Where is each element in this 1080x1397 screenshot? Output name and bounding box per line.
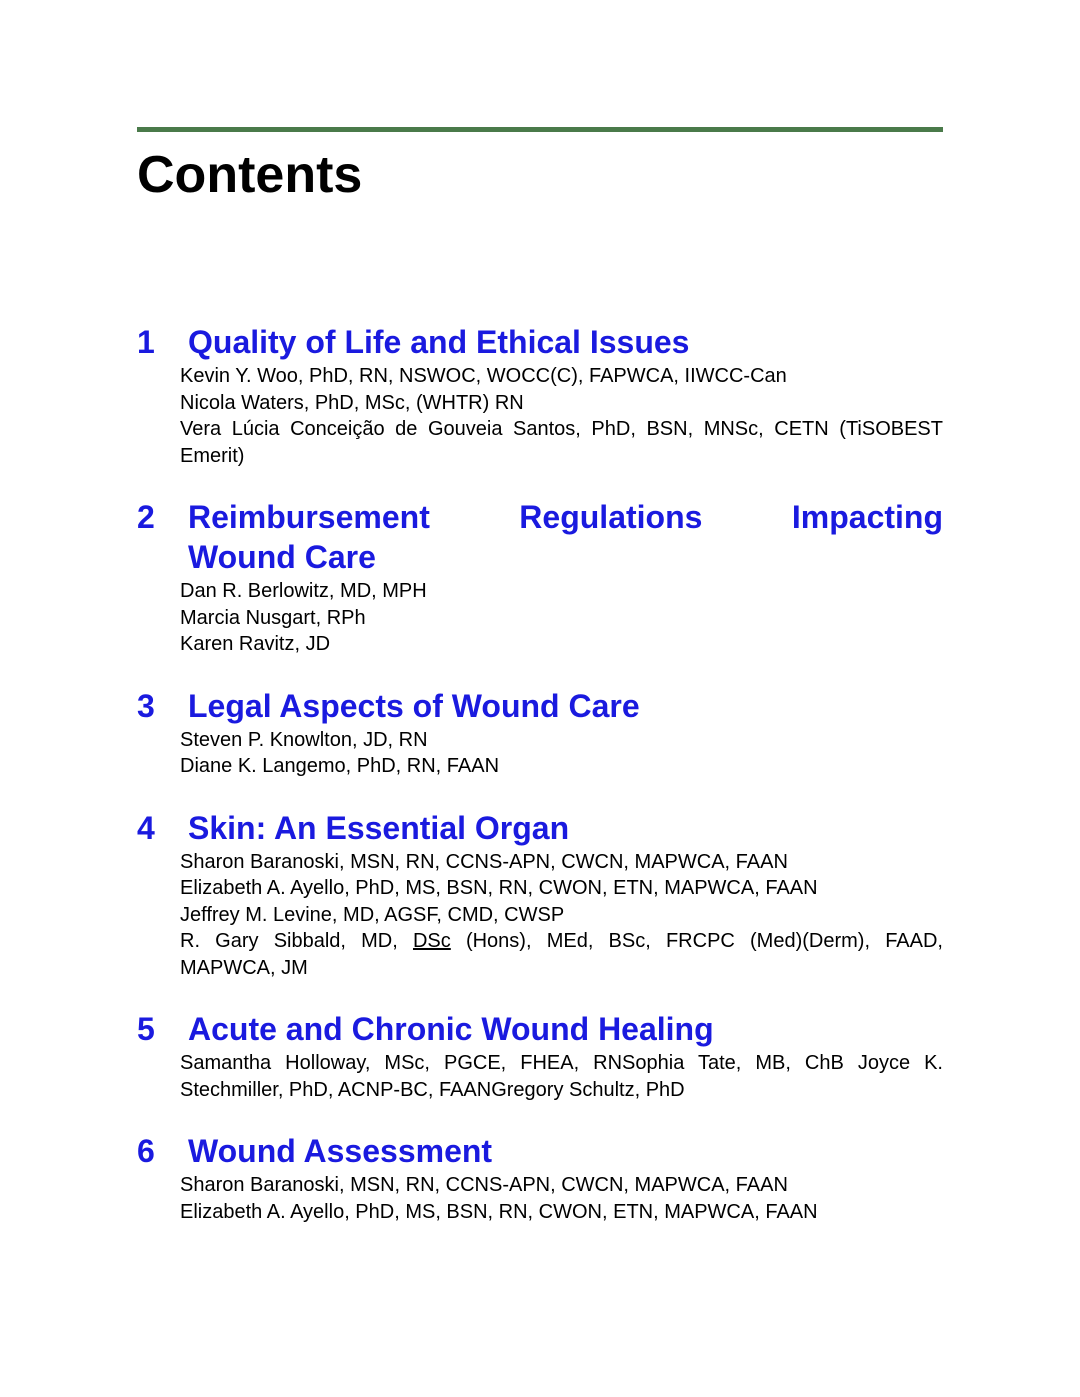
author-line <box>180 928 943 981</box>
author-line: Jeffrey M. Levine, MD, AGSF, CMD, CWSP <box>180 903 565 926</box>
chapter-number: 6 <box>137 1133 155 1169</box>
toc-list <box>137 322 943 1225</box>
author-line: Elizabeth A. Ayello, PhD, MS, BSN, RN, CWON, ETN, MAPWCA, FAAN <box>180 1200 818 1223</box>
toc-entry-5 <box>137 1009 943 1103</box>
chapter-number: 3 <box>137 687 155 724</box>
chapter-authors <box>180 578 943 658</box>
header-rule <box>137 127 943 132</box>
author-line: Diane K. Langemo, PhD, RN, FAAN <box>180 755 500 777</box>
chapter-authors <box>180 849 943 982</box>
author-line: Marcia Nusgart, RPh <box>180 606 366 629</box>
contents-page <box>137 127 943 1253</box>
author-line: Sharon Baranoski, MSN, RN, CCNS-APN, CWCN, MAPWCA, FAAN <box>180 850 788 873</box>
chapter-authors <box>180 727 943 780</box>
author-line: Elizabeth A. Ayello, PhD, MS, BSN, RN, CWON, ETN, MAPWCA, FAAN <box>180 877 818 899</box>
chapter-number: 5 <box>137 1011 155 1047</box>
author-text: (Hons), MEd, BSc, FRCPC (Med)(Derm), FAAD, MAPWCA, JM <box>180 930 943 979</box>
author-line: Kevin Y. Woo, PhD, RN, NSWOC, WOCC(C), FAPWCA, IIWCC-Can <box>180 365 787 387</box>
author-degree-underlined: DSc <box>412 930 451 952</box>
author-line: Dan R. Berlowitz, MD, MPH <box>180 580 427 602</box>
author-line: Nicola Waters, PhD, MSc, (WHTR) RN <box>180 391 524 414</box>
chapter-number: 4 <box>137 809 155 846</box>
toc-entry-2 <box>137 497 943 658</box>
chapter-title-line-1: Reimbursement Regulations Impacting <box>188 499 943 535</box>
author-line: Vera Lúcia Conceição de Gouveia Santos, PhD, BSN, MNSc, CETN (TiSOBEST Emerit) <box>180 418 943 467</box>
toc-entry-3 <box>137 686 943 780</box>
chapter-authors <box>180 1172 943 1225</box>
chapter-authors <box>180 1050 943 1103</box>
chapter-title-link[interactable]: Wound Assessment <box>188 1133 493 1169</box>
chapter-title-link[interactable]: Quality of Life and Ethical Issues <box>188 324 690 360</box>
chapter-number: 2 <box>137 499 155 535</box>
chapter-title-link[interactable]: Skin: An Essential Organ <box>188 809 570 846</box>
chapter-title-link[interactable]: Acute and Chronic Wound Healing <box>188 1011 714 1047</box>
toc-entry-6 <box>137 1131 943 1225</box>
chapter-title-line-2: Wound Care <box>188 539 376 575</box>
chapter-number: 1 <box>137 324 155 360</box>
chapter-authors <box>180 363 943 469</box>
page-title: Contents <box>137 146 363 204</box>
author-line: Sharon Baranoski, MSN, RN, CCNS-APN, CWCN, MAPWCA, FAAN <box>180 1174 788 1196</box>
toc-entry-4 <box>137 808 943 982</box>
chapter-title-link[interactable] <box>188 497 943 577</box>
toc-entry-1 <box>137 322 943 469</box>
author-line: Samantha Holloway, MSc, PGCE, FHEA, RNSophia Tate, MB, ChB Joyce K. Stechmiller, PhD, ACNP-BC, FAANGregory Schultz, PhD <box>180 1052 943 1101</box>
author-line: Karen Ravitz, JD <box>180 633 331 655</box>
author-line: Steven P. Knowlton, JD, RN <box>180 728 428 751</box>
author-text: R. Gary Sibbald, MD, <box>180 930 413 952</box>
chapter-title-link[interactable]: Legal Aspects of Wound Care <box>188 687 640 724</box>
